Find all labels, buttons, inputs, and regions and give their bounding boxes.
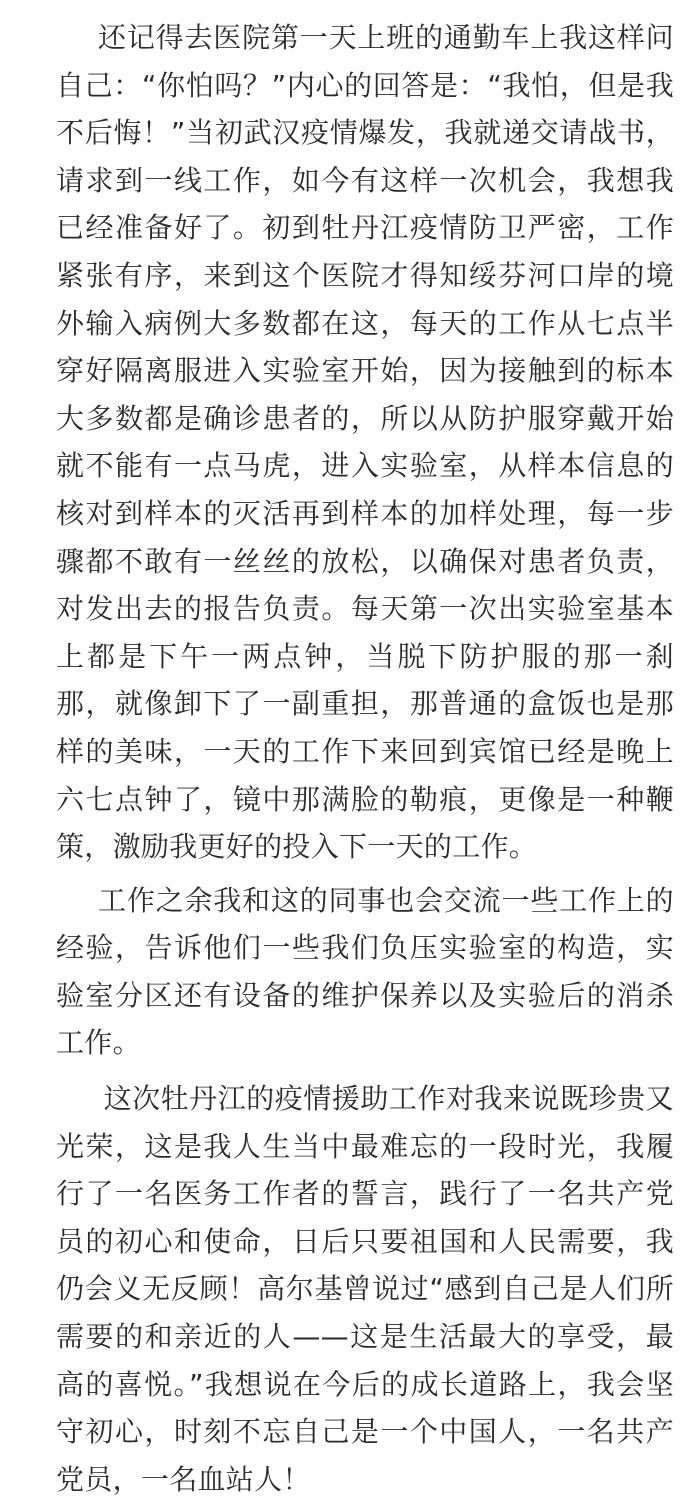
paragraph-1: 还记得去医院第一天上班的通勤车上我这样问自己：“你怕吗？”内心的回答是：“我怕，但是我不后悔！”当初武汉疫情爆发，我就递交请战书，请求到一线工作，如今有这样一次机会，我想我已经准备好了。初到牡丹江疫情防卫严密，工作紧张有序，来到这个医院才得知绥芬河口岸的境外输入病例大多数都在这，每天的工作从七点半穿好隔离服进入实验室开始，因为接触到的标本大多数都是确诊患者的，所以从防护服穿戴开始就不能有一点马虎，进入实验室，从样本信息的核对到样本的灭活再到样本的加样处理，每一步骤都不敢有一丝丝的放松，以确保对患者负责，对发出去的报告负责。每天第一次出实验室基本上都是下午一两点钟，当脱下防护服的那一刹那，就像卸下了一副重担，那普通的盒饭也是那样的美味，一天的工作下来回到宾馆已经是晚上六七点钟了，镜中那满脸的勒痕，更像是一种鞭策，激励我更好的投入下一天的工作。 — [56, 21, 674, 864]
paragraph-2: 工作之余我和这的同事也会交流一些工作上的经验，告诉他们一些我们负压实验室的构造，实验室分区还有设备的维护保养以及实验后的消杀工作。 — [56, 883, 674, 1060]
paragraph-3: 这次牡丹江的疫情援助工作对我来说既珍贵又光荣，这是我人生当中最难忘的一段时光，我履行了一名医务工作者的誓言，践行了一名共产党员的初心和使命，日后只要祖国和人民需要，我仍会义无反顾！高尔基曾说过“感到自己是人们所需要的和亲近的人——这是生活最大的享受，最高的喜悦。”我想说在今后的成长道路上，我会坚守初心，时刻不忘自己是一个中国人，一名共产党员，一名血站人！ — [56, 1082, 674, 1496]
